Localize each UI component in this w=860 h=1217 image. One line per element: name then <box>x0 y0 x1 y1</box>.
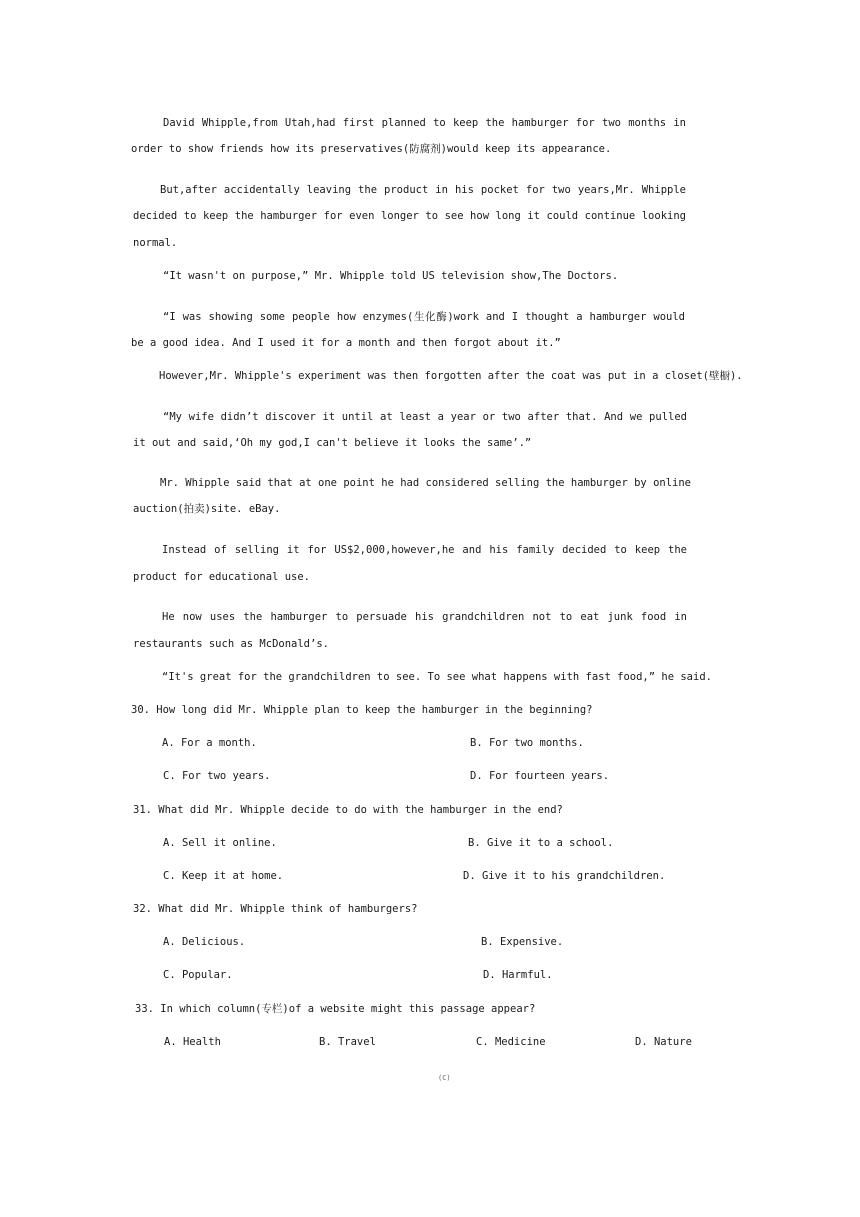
passage-line: be a good idea. And I used it for a month and then forgot about it.” <box>131 337 561 349</box>
option-b: B. Expensive. <box>481 936 564 948</box>
option-d: D. Harmful. <box>483 969 553 981</box>
question-stem: 32. What did Mr. Whipple think of hamburgers? <box>133 903 418 915</box>
option-a: A. Health <box>164 1036 221 1048</box>
question-stem: 33. In which column(专栏)of a website might this passage appear? <box>135 1003 536 1015</box>
passage-line: normal. <box>133 237 178 249</box>
question-stem: 30. How long did Mr. Whipple plan to keep the hamburger in the beginning? <box>131 704 593 716</box>
passage-line: product for educational use. <box>133 571 311 583</box>
page-footer: (C) <box>438 1074 451 1082</box>
passage-line: “I was showing some people how enzymes(生化酶)work and I thought a hamburger would <box>163 311 685 323</box>
passage-line: David Whipple,from Utah,had first planned to keep the hamburger for two months in <box>163 117 686 129</box>
passage-line: “It wasn't on purpose,” Mr. Whipple told US television show,The Doctors. <box>163 270 619 282</box>
passage-line: it out and said,‘Oh my god,I can't believe it looks the same’.” <box>133 437 532 449</box>
option-d: D. Give it to his grandchildren. <box>463 870 666 882</box>
option-c: C. Keep it at home. <box>163 870 284 882</box>
passage-line: decided to keep the hamburger for even longer to see how long it could continue looking <box>133 210 686 222</box>
option-a: A. For a month. <box>162 737 257 749</box>
option-b: B. Give it to a school. <box>468 837 614 849</box>
passage-line: But,after accidentally leaving the product in his pocket for two years,Mr. Whipple <box>160 184 686 196</box>
passage-line: Instead of selling it for US$2,000,however,he and his family decided to keep the <box>162 544 687 556</box>
passage-line: Mr. Whipple said that at one point he had considered selling the hamburger by online <box>160 477 692 489</box>
option-a: A. Sell it online. <box>163 837 277 849</box>
option-d: D. Nature <box>635 1036 692 1048</box>
option-d: D. For fourteen years. <box>470 770 610 782</box>
passage-line: auction(拍卖)site. eBay. <box>133 503 281 515</box>
passage-line: order to show friends how its preservatives(防腐剂)would keep its appearance. <box>131 143 612 155</box>
option-a: A. Delicious. <box>163 936 246 948</box>
passage-line: However,Mr. Whipple's experiment was then forgotten after the coat was put in a closet(壁橱). <box>159 370 743 382</box>
passage-line: restaurants such as McDonald’s. <box>133 638 329 650</box>
passage-line: He now uses the hamburger to persuade his grandchildren not to eat junk food in <box>162 611 687 623</box>
passage-line: “It's great for the grandchildren to see. To see what happens with fast food,” he said. <box>162 671 712 683</box>
option-b: B. Travel <box>319 1036 376 1048</box>
option-c: C. For two years. <box>163 770 271 782</box>
option-c: C. Popular. <box>163 969 233 981</box>
passage-line: “My wife didn’t discover it until at least a year or two after that. And we pulled <box>163 411 687 423</box>
option-c: C. Medicine <box>476 1036 546 1048</box>
question-stem: 31. What did Mr. Whipple decide to do with the hamburger in the end? <box>133 804 563 816</box>
option-b: B. For two months. <box>470 737 584 749</box>
